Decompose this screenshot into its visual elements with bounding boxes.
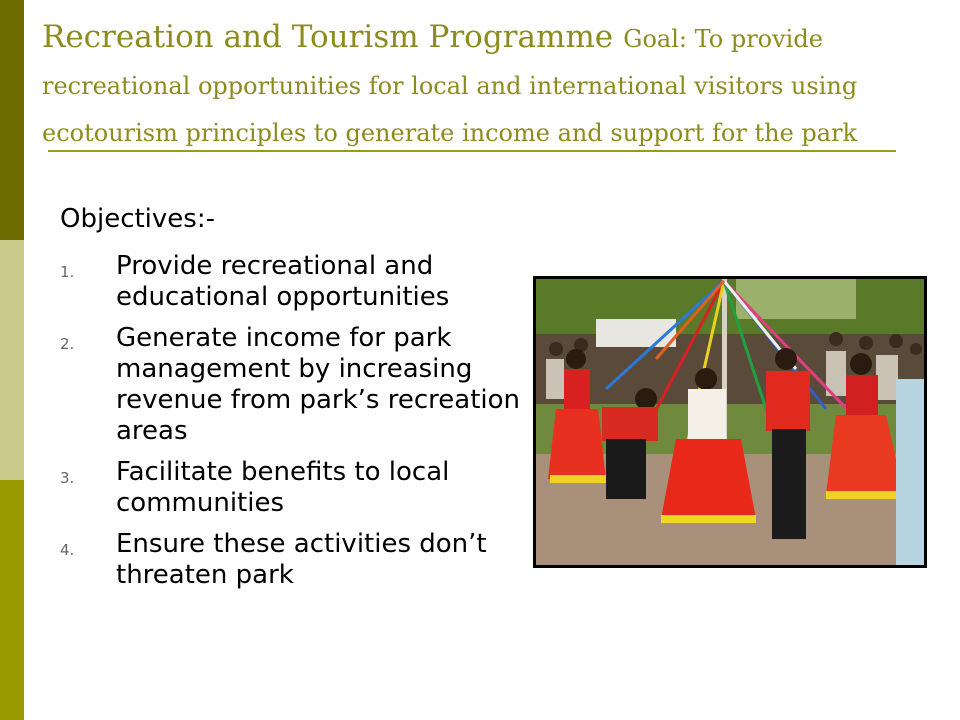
- goal-text: Goal: To provide recreational opportunities for local and international visitors using ecotourism principles to generate income and support for the park: [42, 25, 858, 147]
- sidebar-block-dark: [0, 0, 24, 240]
- objective-number: 2.: [60, 335, 75, 353]
- objective-text: Generate income for park management by increasing revenue from park’s recreation areas: [116, 323, 521, 446]
- objective-item: [60, 251, 520, 313]
- title-text: Recreation and Tourism Programme: [42, 19, 614, 55]
- objective-item: [60, 323, 520, 447]
- slide-title: [42, 14, 922, 155]
- objective-item: [60, 457, 520, 519]
- objective-text: Provide recreational and educational opportunities: [116, 251, 450, 312]
- sidebar-block-light: [0, 240, 24, 480]
- objective-text: Ensure these activities don’t threaten park: [116, 529, 487, 590]
- objective-number: 4.: [60, 541, 75, 559]
- sidebar-block-mid: [0, 480, 24, 720]
- photo-illustration: [536, 279, 924, 565]
- objective-number: 3.: [60, 469, 75, 487]
- objective-number: 1.: [60, 263, 75, 281]
- title-divider: [48, 150, 896, 152]
- objectives-heading: Objectives:-: [60, 204, 215, 234]
- objective-item: [60, 529, 520, 591]
- sidebar-accent-bar: [0, 0, 24, 720]
- objectives-list: [60, 251, 520, 591]
- objective-text: Facilitate benefits to local communities: [116, 457, 450, 518]
- maypole-dancers-photo: [533, 276, 927, 568]
